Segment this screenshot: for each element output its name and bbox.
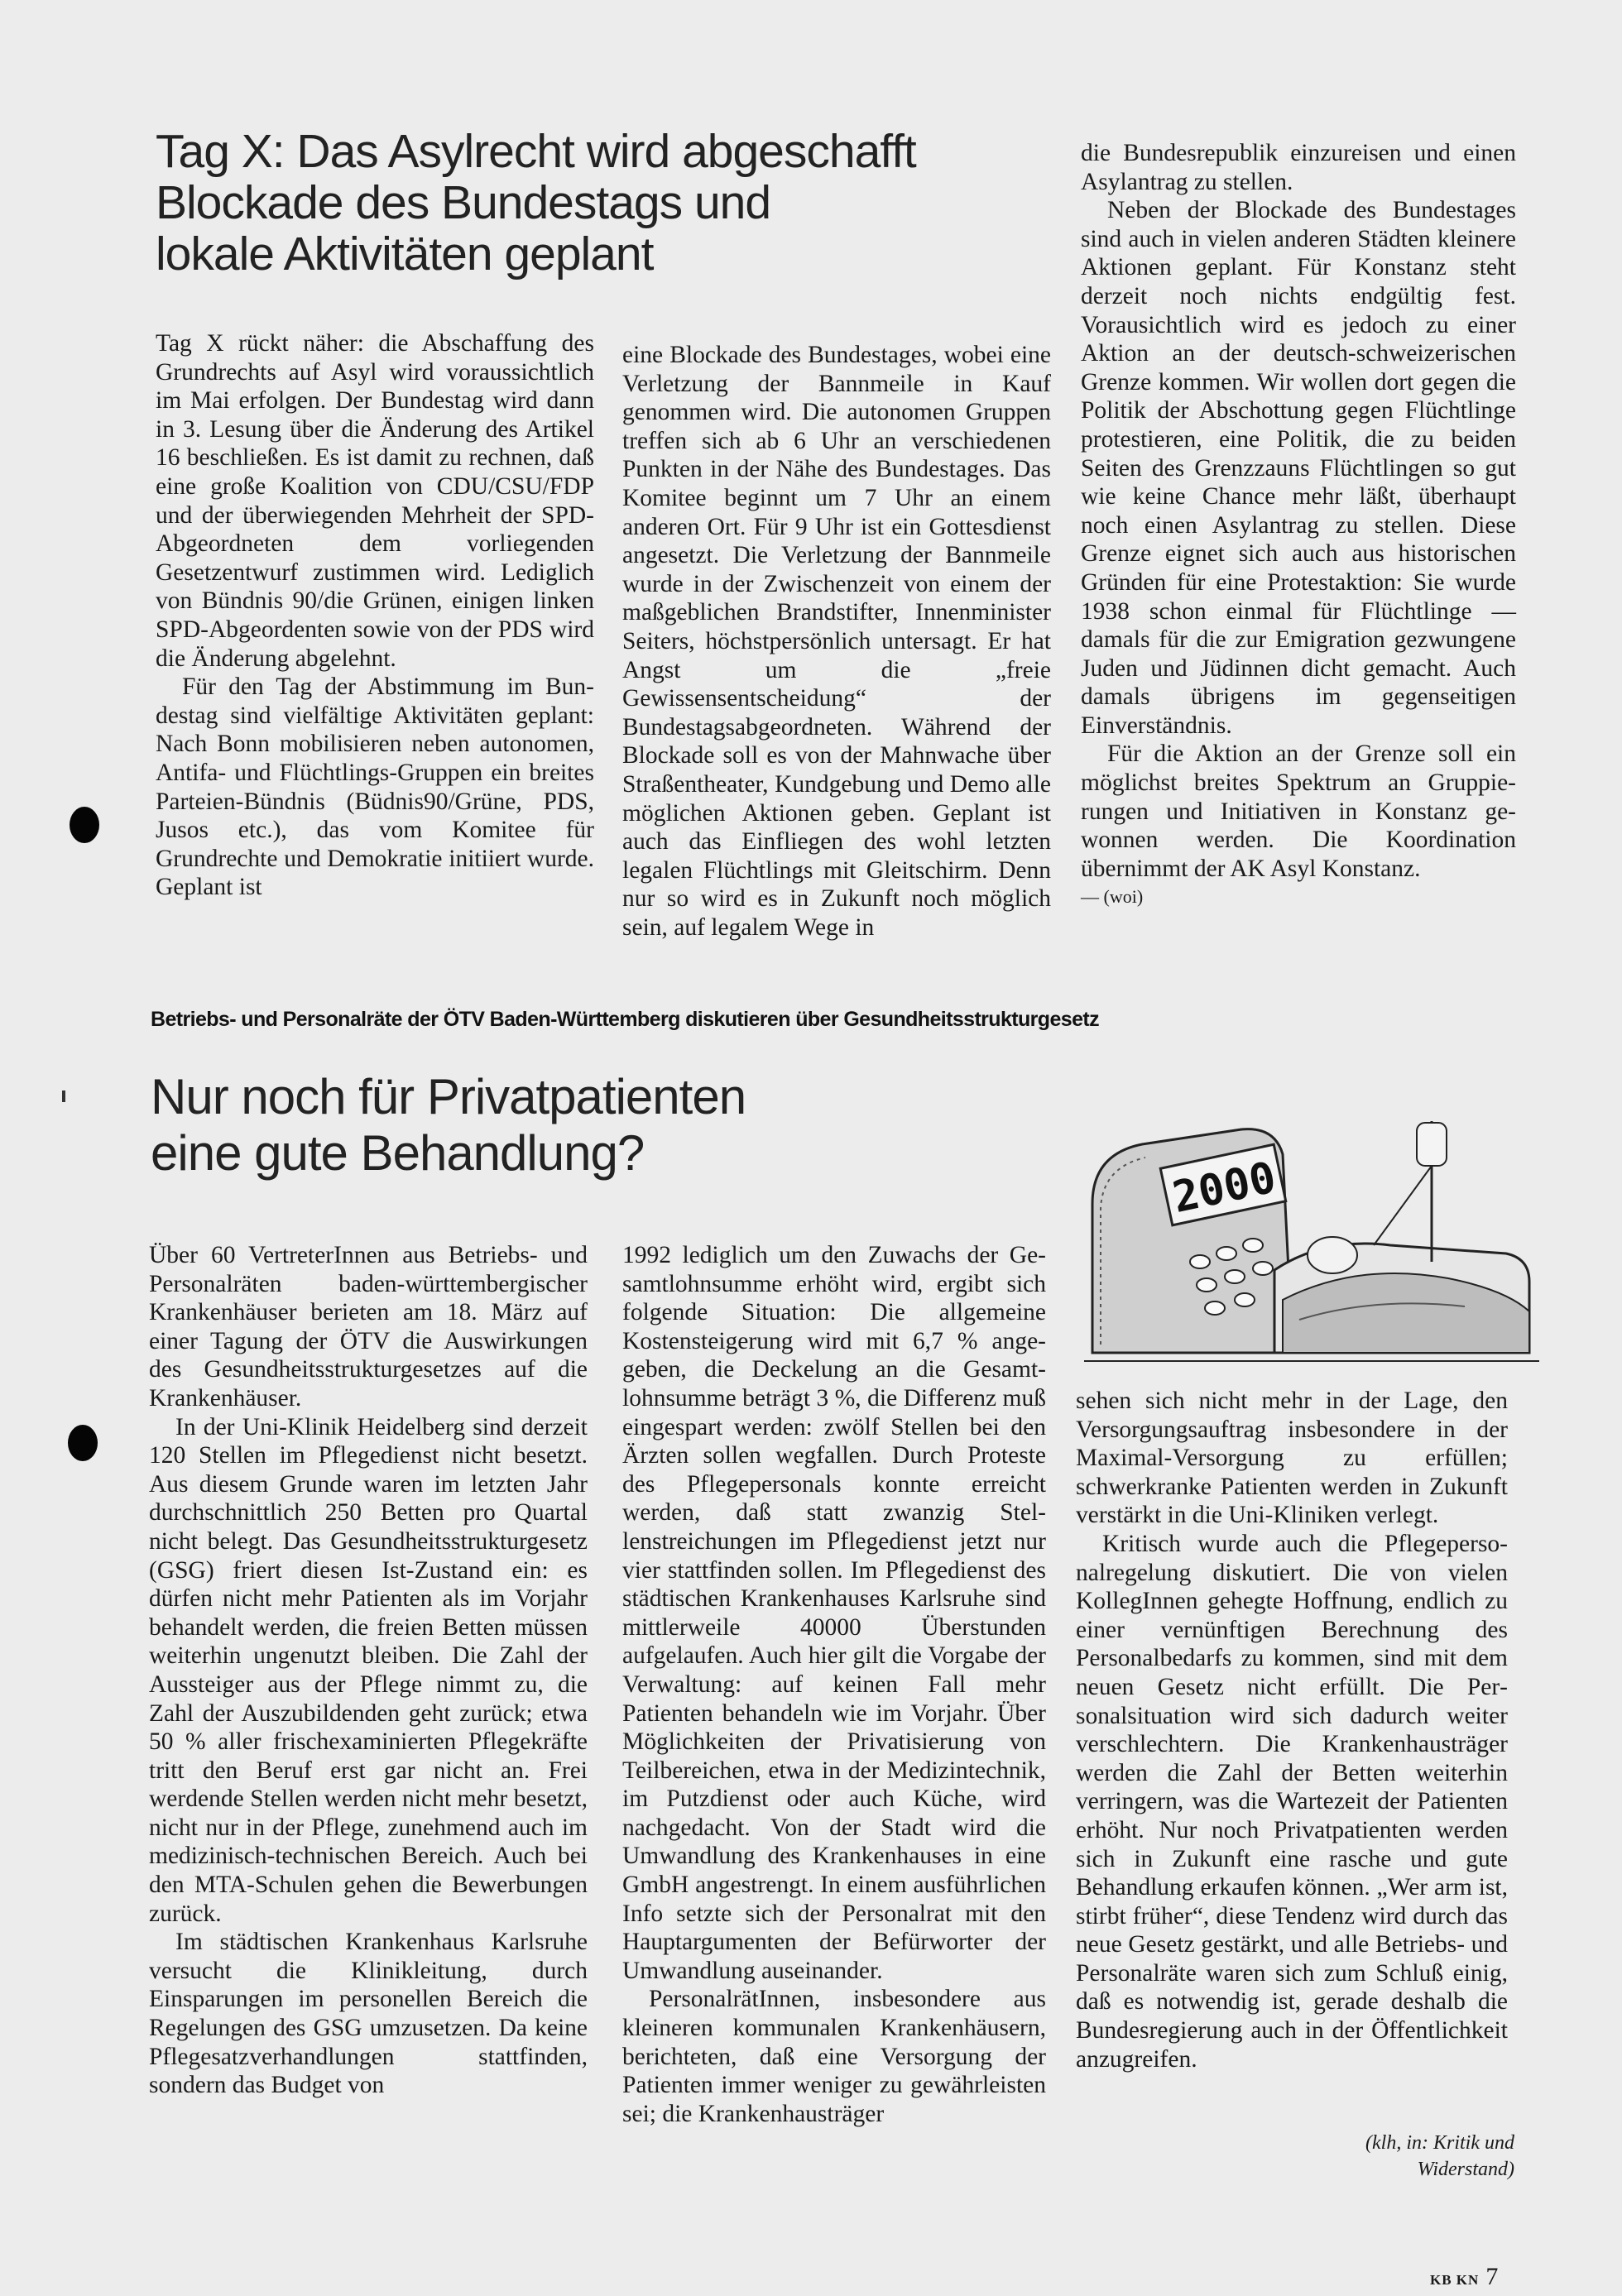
source-credit: (klh, in: Kritik und Widerstand) <box>1365 2132 1514 2180</box>
article2-column-3 <box>1076 1387 1508 2073</box>
paragraph: sehen sich nicht mehr in der Lage, den Versorgungsauftrag insbesondere in der Maximal-Versorgung zu erfüllen; schwerkranke Patienten werden in Zukunft verstärkt in die Uni-Kliniken verlegt. <box>1076 1388 1508 1529</box>
scan-speck <box>62 1090 65 1102</box>
article1-headline <box>156 126 916 280</box>
article2-headline <box>151 1069 746 1182</box>
paragraph: PersonalrätInnen, insbesondere aus kleineren kommunalen Krankenhäusern, berichteten, daß eine Versorgung der Patienten immer weniger zu gewährleisten sei; die Krankenhausträger <box>622 1986 1046 2127</box>
article2-column-2 <box>622 1241 1046 2128</box>
headline-line: eine gute Behandlung? <box>151 1125 645 1181</box>
headline-line: Nur noch für Privatpatienten <box>151 1069 746 1124</box>
counter-display: 2000 <box>1168 1153 1280 1224</box>
paragraph: In der Uni-Klinik Heidelberg sind derzeit 120 Stellen im Pflegedienst nicht besetzt. Aus diesem Grunde waren im letzten Jahr durchschnittlich 250 Betten pro Quartal nicht belegt. Das Gesundheitsstrukturgesetz (GSG) friert diesen Ist-Zustand ein: es dürfen nicht mehr Patienten als im Vorjahr behandelt werden, die freien Betten müssen weiterhin ungenutzt bleiben. Die Zahl der Aussteiger aus der Pflege nimmt zu, die Zahl der Auszubildenden geht zurück; etwa 50 % aller frischexaminierten Pflegekräfte tritt den Beruf erst gar nicht an. Frei werdende Stellen werden nicht mehr besetzt, nicht nur in der Pflege, zunehmend auch im medizinisch-technischen Bereich. Auch bei den MTA-Schulen gehen die Bewerbungen zurück. <box>149 1413 588 1927</box>
paragraph: Neben der Blockade des Bundestages sind auch in vielen anderen Städten kleinere Aktionen geplant. Für Konstanz steht derzeit noch nichts endgültig fest. Vorausichtlich wird es jedoch zu einer Aktion an der deutsch-schweizerischen Grenze kommen. Wir wollen dort gegen die Politik der Abschottung gegen Flüchtlinge protestieren, eine Politik, die zu beiden Seiten des Grenzzauns Flüchtlingen so gut wie keine Chance mehr läßt, überhaupt noch einen Asylantrag zu stellen. Diese Grenze eignet sich auch aus historischen Gründen für eine Protestaktion: Sie wurde 1938 schon einmal für Flüchtlinge — damals für die zur Emigration gezwungene Juden und Jüdinnen dicht gemacht. Auch damals übrigens im gegenseitigen Einverständnis. <box>1081 197 1516 739</box>
publication-mark: KB KN <box>1430 2272 1480 2288</box>
article2-kicker: Betriebs- und Personalräte der ÖTV Baden-Württemberg diskutieren über Gesundheitsstrukturgesetz <box>151 1008 1100 1031</box>
page-number: 7 <box>1485 2263 1499 2290</box>
paragraph: Für den Tag der Abstimmung im Bundestag sind vielfältige Aktivitäten geplant: Nach Bonn mobilisieren neben autonomen, Antifa- und Flüchtlings-Gruppen ein breites Parteien-Bündnis (Büdnis90/Grüne, PDS, Jusos etc.), das vom Komitee für Grundrechte und Demokratie initiiert wurde. Geplant ist <box>156 673 594 901</box>
paragraph: die Bundesrepublik einzureisen und einen Asylantrag zu stellen. <box>1081 140 1516 195</box>
paragraph: eine Blockade des Bundestages, wobei eine Verletzung der Bannmeile in Kauf genommen wird. Die autonomen Gruppen treffen sich ab 6 Uhr an verschiedenen Punkten in der Nähe des Bundestages. Das Komitee beginnt um 7 Uhr an einem anderen Ort. Für 9 Uhr ist ein Gottesdienst angesetzt. Die Verletzung der Bannmeile wurde in der Zwischenzeit von einem der maßgeblichen Brandstifter, Innenminister Seiters, höchstpersönlich untersagt. Er hat Angst um die „freie Gewissensentscheidung“ der Bundestagsabgeordneten. Während der Blockade soll es von der Mahnwache über Straßentheater, Kundgebung und Demo alle möglichen Aktionen geben. Geplant ist auch das Einfliegen des wohl letzten legalen Flüchtlings mit Gleitschirm. Denn nur so wird es in Zukunft noch möglich sein, auf legalem Wege in <box>622 342 1051 941</box>
paragraph: 1992 lediglich um den Zuwachs der Gesamtlohnsumme erhöht wird, ergibt sich folgende Situation: Die allgemeine Kostensteigerung wird mit 6,7 % angegeben, die Deckelung an die Gesamtlohnsumme beträgt 3 %, die Differenz muß eingespart werden: zwölf Stellen bei den Ärzten sollen wegfallen. Durch Proteste des Pflegepersonals konnte erreicht werden, daß statt zwanzig Stellenstreichungen im Pflegedienst jetzt nur vier stattfinden sollen. Im Pflegedienst des städtischen Krankenhauses Karlsruhe sind mittlerweile 40000 Überstunden aufgelaufen. Auch hier gilt die Vorgabe der Verwaltung: auf keinen Fall mehr Patienten behandeln wie im Vorjahr. Über Möglichkeiten der Privatisierung von Teilbereichen, etwa in der Medizintechnik, im Putzdienst oder auch Küche, wird nachgedacht. Von der Stadt wird die Umwandlung des Krankenhauses in eine GmbH angestrengt. In einem ausführlichen Info setzte sich der Personalrat mit den Hauptargumenten der Befürworter der Umwandlung auseinander. <box>622 1242 1046 1984</box>
hospital-bed-illustration <box>1076 1105 1546 1368</box>
article2-column-1 <box>149 1241 588 2100</box>
article1-column-1 <box>156 329 594 902</box>
article1-column-2 <box>622 341 1051 942</box>
paragraph: Für die Aktion an der Grenze soll ein möglichst breites Spektrum an Gruppierungen und Initiativen in Konstanz gewonnen werden. Die Koordination übernimmt der AK Asyl Konstanz. <box>1081 741 1516 882</box>
headline-line: Blockade des Bundestags und <box>156 176 771 229</box>
headline-line: lokale Aktivitäten geplant <box>156 228 654 280</box>
paragraph: Tag X rückt näher: die Abschaffung des Grundrechts auf Asyl wird voraussichtlich im Mai erfolgen. Der Bundestag wird dann in 3. Lesung über die Änderung des Artikel 16 beschließen. Es ist damit zu rechnen, daß eine große Koalition von CDU/CSU/FDP und der überwiegenden Mehrheit der SPD-Abgeordneten dem vorliegenden Gesetzentwurf zustimmen wird. Lediglich von Bündnis 90/die Grünen, einigen linken SPD-Abgeordenten sowie von der PDS wird die Änderung abgelehnt. <box>156 330 594 672</box>
paragraph: Im städtischen Krankenhaus Karlsruhe versucht die Klinikleitung, durch Einsparungen im personellen Bereich die Regelungen des GSG umzusetzen. Da keine Pflegesatzverhandlungen stattfinden, sondern das Budget von <box>149 1929 588 2099</box>
paragraph: Über 60 VertreterInnen aus Betriebs- und Personalräten baden-württembergischer Krankenhäuser berieten am 18. März auf einer Tagung der ÖTV die Auswirkungen des Gesundheitsstrukturgesetzes auf die Krankenhäuser. <box>149 1242 588 1412</box>
punch-hole <box>70 807 99 843</box>
article1-column-3 <box>1081 139 1516 912</box>
headline-line: Tag X: Das Asylrecht wird abgeschafft <box>156 125 916 178</box>
paragraph: Kritisch wurde auch die Pflegepersonalregelung diskutiert. Die von vielen KollegInnen gehegte Hoffnung, endlich zu einer vernünftigen Berechnung des Personalbedarfs zu kommen, sind mit dem neuen Gesetz nicht erfüllt. Die Personalsituation wird sich dadurch weiter verschlechtern. Die Krankenhausträger werden die Zahl der Betten weiterhin verringern, was die Wartezeit der Patienten erhöht. Nur noch Privatpatienten werden sich in Zukunft eine rasche und gute Behandlung erkaufen können. „Wer arm ist, stirbt früher“, diese Tendenz wird durch das neue Gesetz gestärkt, und alle Betriebs- und Personalräte waren sich zum Schluß einig, daß es notwendig ist, gerade deshalb die Bundesregierung auch in der Öffentlichkeit anzugreifen. <box>1076 1530 1508 2073</box>
page-footer <box>1430 2263 1498 2291</box>
punch-hole <box>68 1425 98 1461</box>
author-signature: — (woi) <box>1081 886 1144 908</box>
